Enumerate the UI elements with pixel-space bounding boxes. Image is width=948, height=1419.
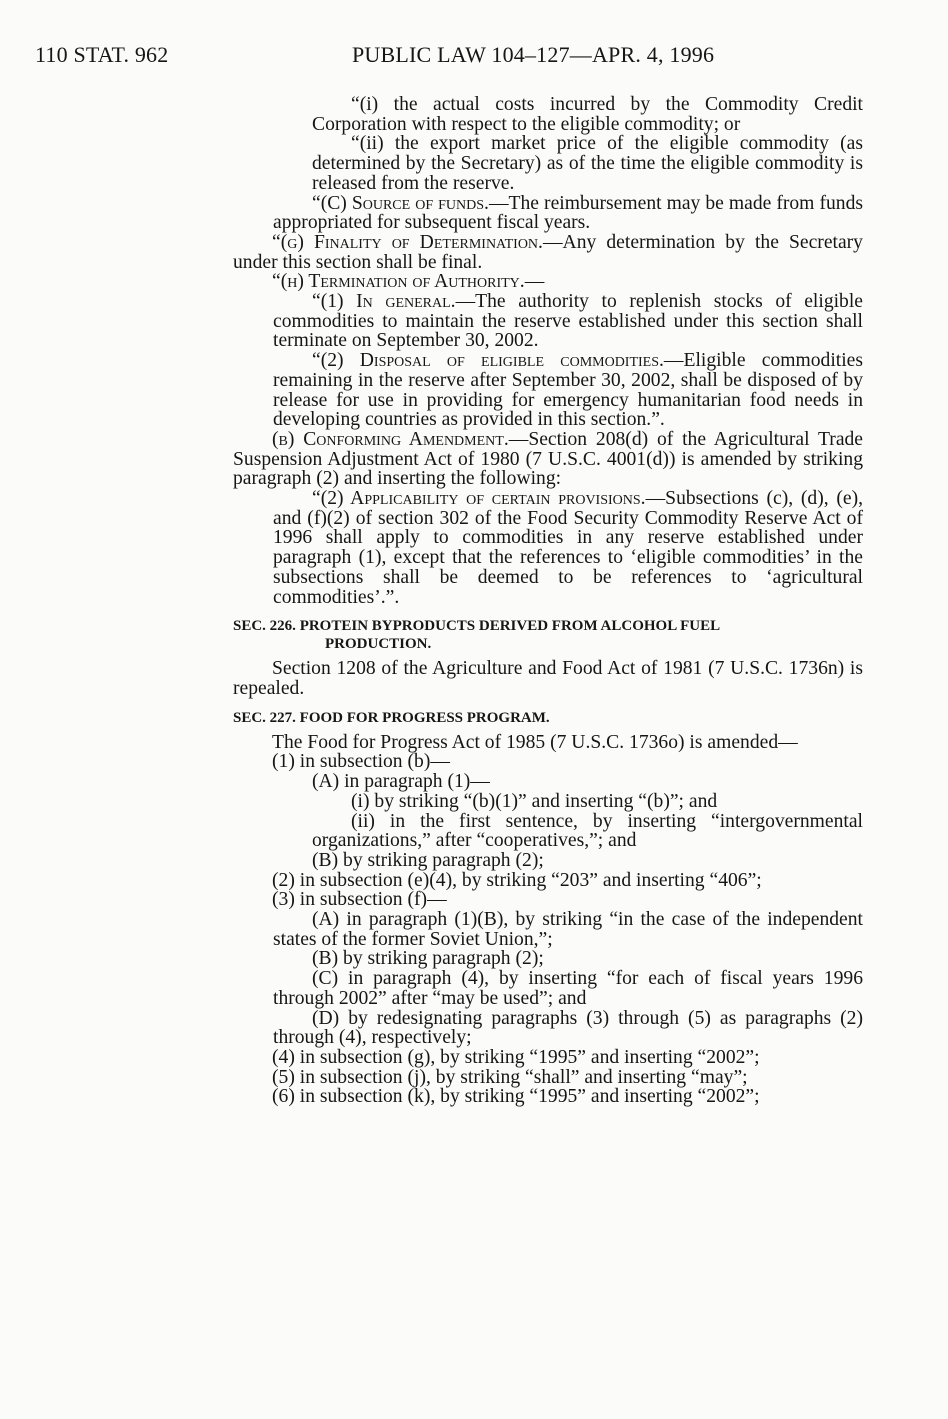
clause-ii: “(ii) the export market price of the eligible commodity (as determined by the Secretary) as of the time the eligible commodity is released from the reserve. bbox=[312, 133, 863, 194]
subsection-b-heading: (b) Conforming Amendment. bbox=[272, 428, 509, 450]
item-1: (1) in subsection (b)— bbox=[272, 751, 450, 773]
paragraph-h2-heading: “(2) Disposal of eligible commodities. bbox=[312, 350, 664, 372]
stat-page-number: 110 STAT. 962 bbox=[35, 42, 169, 67]
subsection-b-text: —Section 208(d) of the Agricultural Trade Suspension Adjustment Act of 1980 (7 U.S.C. 4001(d)) is amended by striking paragraph (2) and inserting the following: bbox=[233, 428, 864, 490]
inserted-paragraph-2-text: —Subsections (c), (d), (e), and (f)(2) of section 302 of the Food Security Commodity Reserve Act of 1996 shall apply to commodities in any reserve established under paragraph (1), except that the references to ‘eligible commodities’ in the subsections shall be deemed to be references to ‘agricultural commodities’.”. bbox=[273, 488, 863, 608]
subsection-b bbox=[233, 430, 863, 489]
item-2: (2) in subsection (e)(4), by striking “203” and inserting “406”; bbox=[272, 869, 762, 891]
subsection-h bbox=[233, 272, 863, 292]
item-3-d: (D) by redesignating paragraphs (3) through (5) as paragraphs (2) through (4), respectively; bbox=[273, 1007, 863, 1049]
item-4: (4) in subsection (g), by striking “1995” and inserting “2002”; bbox=[272, 1046, 760, 1068]
paragraph-h1-text: —The authority to replenish stocks of eligible commodities to maintain the reserve established under this section shall terminate on September 30, 2002. bbox=[273, 291, 863, 352]
subsection-g bbox=[233, 233, 863, 272]
subsection-g-heading: “(g) Finality of Determination. bbox=[272, 231, 543, 253]
running-head: PUBLIC LAW 104–127—APR. 4, 1996 bbox=[352, 42, 715, 67]
section-226-title-line2: PRODUCTION. bbox=[325, 636, 432, 653]
section-226-heading bbox=[233, 617, 863, 653]
item-3-b: (B) by striking paragraph (2); bbox=[312, 948, 544, 970]
document-body bbox=[233, 95, 863, 1107]
item-1-a-ii: (ii) in the first sentence, by inserting “intergovernmental organizations,” after “cooperatives,”; and bbox=[312, 810, 863, 852]
clause-i: “(i) the actual costs incurred by the Commodity Credit Corporation with respect to the eligible commodity; or bbox=[312, 94, 863, 135]
section-226-text: Section 1208 of the Agriculture and Food Act of 1981 (7 U.S.C. 1736n) is repealed. bbox=[233, 658, 863, 699]
subparagraph-c bbox=[233, 194, 863, 233]
section-226-number: SEC. 226. bbox=[233, 618, 296, 635]
subsection-g-text: —Any determination by the Secretary under this section shall be final. bbox=[233, 231, 863, 273]
inserted-paragraph-2-heading: “(2) Applicability of certain provisions. bbox=[312, 488, 646, 510]
item-3-a: (A) in paragraph (1)(B), by striking “in the case of the independent states of the former Soviet Union,”; bbox=[273, 909, 863, 950]
item-1-a: (A) in paragraph (1)— bbox=[312, 771, 490, 793]
section-227-heading: SEC. 227. FOOD FOR PROGRESS PROGRAM. bbox=[233, 709, 550, 726]
section-227-intro: The Food for Progress Act of 1985 (7 U.S.C. 1736o) is amended— bbox=[272, 731, 798, 753]
item-1-b: (B) by striking paragraph (2); bbox=[312, 849, 544, 871]
subsection-h-heading: “(h) Termination of Authority. bbox=[272, 271, 525, 293]
inserted-paragraph-2 bbox=[233, 489, 863, 607]
paragraph-h1 bbox=[233, 292, 863, 351]
item-1-a-i: (i) by striking “(b)(1)” and inserting “(b)”; and bbox=[351, 790, 718, 812]
subsection-h-text: — bbox=[524, 271, 545, 293]
paragraph-h2-text: —Eligible commodities remaining in the reserve after September 30, 2002, shall be disposed of by release for use in providing for emergency humanitarian food needs in developing countries as provided in this section.”. bbox=[273, 350, 863, 431]
subparagraph-c-text: —The reimbursement may be made from funds appropriated for subsequent fiscal years. bbox=[273, 192, 863, 234]
item-3: (3) in subsection (f)— bbox=[272, 889, 447, 911]
item-5: (5) in subsection (j), by striking “shall” and inserting “may”; bbox=[272, 1066, 748, 1088]
item-3-c: (C) in paragraph (4), by inserting “for each of fiscal years 1996 through 2002” after “may be used”; and bbox=[273, 968, 863, 1009]
paragraph-h1-heading: “(1) In general. bbox=[312, 291, 456, 313]
item-6: (6) in subsection (k), by striking “1995” and inserting “2002”; bbox=[272, 1086, 760, 1108]
subparagraph-c-heading: “(C) Source of funds. bbox=[312, 192, 489, 214]
section-226-title-line1: PROTEIN BYPRODUCTS DERIVED FROM ALCOHOL FUEL bbox=[299, 618, 721, 635]
paragraph-h2 bbox=[233, 351, 863, 430]
